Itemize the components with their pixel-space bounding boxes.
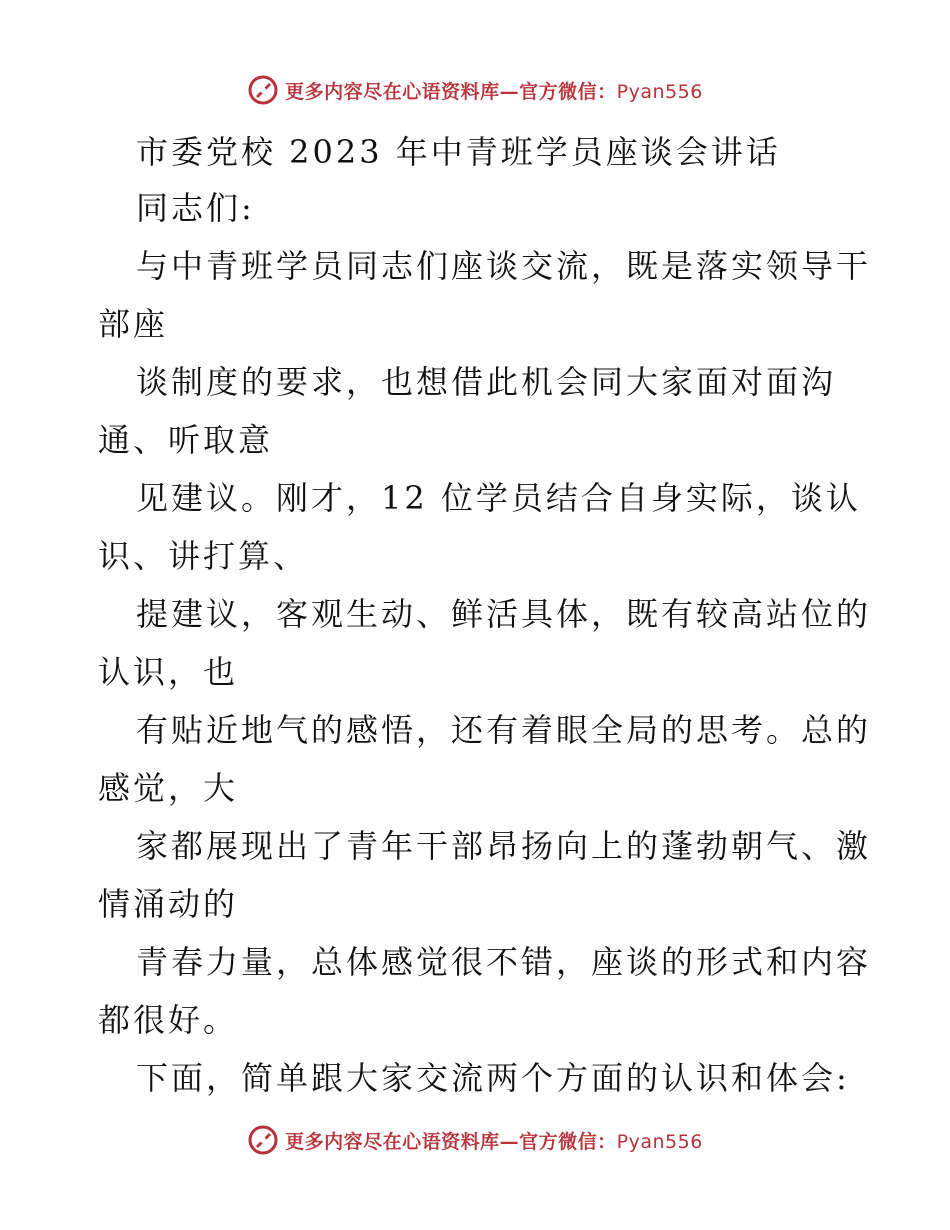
salutation: 同志们: [136, 189, 255, 227]
paragraph-line: 部座 [98, 305, 169, 343]
paragraph-line: 青春力量，总体感觉很不错，座谈的形式和内容 [136, 943, 872, 981]
document-title: 市委党校 2023 年中青班学员座谈会讲话 [136, 133, 781, 171]
paragraph-line: 与中青班学员同志们座谈交流，既是落实领导干 [136, 247, 872, 285]
paragraph-line: 家都展现出了青年干部昂扬向上的蓬勃朝气、激 [136, 827, 872, 865]
watermark-text: 更多内容尽在心语资料库—官方微信：Pyan556 [285, 80, 703, 103]
paragraph-line: 认识，也 [98, 653, 239, 691]
paragraph-line: 下面，简单跟大家交流两个方面的认识和体会: [136, 1059, 850, 1097]
footer-watermark [0, 1120, 950, 1160]
paragraph-line: 识、讲打算、 [98, 537, 309, 575]
paragraph-line: 见建议。刚才，12 位学员结合自身实际，谈认 [136, 479, 861, 517]
paragraph-line: 有贴近地气的感悟，还有着眼全局的思考。总的 [136, 711, 872, 749]
paragraph-line: 通、听取意 [98, 421, 274, 459]
quill-seal-icon [247, 74, 279, 106]
paragraph-line: 都很好。 [98, 1001, 239, 1039]
paragraph-line: 情涌动的 [98, 885, 239, 923]
paragraph-line: 谈制度的要求，也想借此机会同大家面对面沟 [136, 363, 837, 401]
header-watermark [0, 70, 950, 110]
watermark-text: 更多内容尽在心语资料库—官方微信：Pyan556 [285, 1130, 703, 1153]
quill-seal-icon [247, 1124, 279, 1156]
paragraph-line: 感觉，大 [98, 769, 239, 807]
paragraph-line: 提建议，客观生动、鲜活具体，既有较高站位的 [136, 595, 872, 633]
